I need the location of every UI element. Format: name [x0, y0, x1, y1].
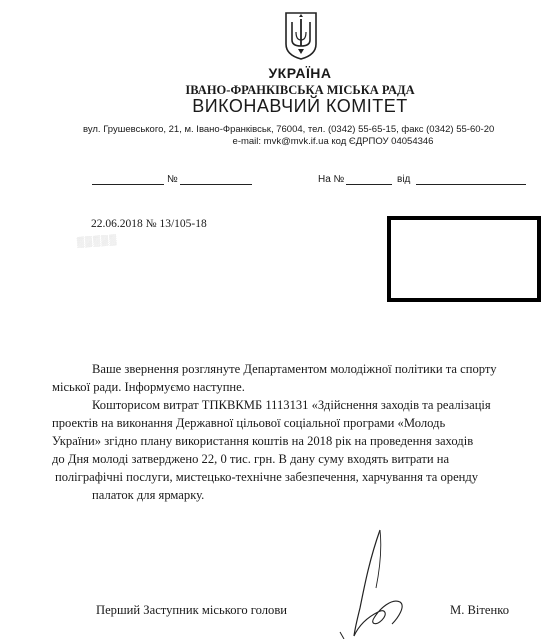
reply-date-line — [416, 184, 526, 185]
handwritten-signature — [330, 528, 450, 639]
signer-title: Перший Заступник міського голови — [96, 603, 288, 617]
from-label: від — [397, 174, 411, 185]
letterhead-council: ІВАНО-ФРАНКІВСЬКА МІСЬКА РАДА — [185, 83, 415, 97]
body-line: палаток для ярмарку. — [92, 488, 205, 502]
registration-number: 22.06.2018 № 13/105-18 — [91, 218, 207, 230]
letterhead-committee: ВИКОНАВЧИЙ КОМІТЕТ — [192, 96, 408, 116]
body-line: Ваше звернення розглянуте Департаментом молодіжної політики та спорту — [92, 362, 497, 376]
body-line: проектів на виконання Державної цільової соціальної програми «Молодь — [52, 416, 446, 430]
reply-number-line — [346, 184, 392, 185]
body-line: Кошторисом витрат ТПКВКМБ 1113131 «Здійснення заходів та реалізація — [92, 398, 491, 412]
number-label: № — [167, 174, 178, 185]
redacted-recipient-box — [387, 216, 541, 302]
coat-of-arms-icon — [283, 10, 319, 60]
body-line: міської ради. Інформуємо наступне. — [52, 380, 245, 394]
letterhead-address: вул. Грушевського, 21, м. Івано-Франківськ, 76004, тел. (0342) 55-65-15, факс (0342) 55-60-20 — [83, 124, 495, 135]
faint-stamp: ▒▒▒▒▒ — [76, 234, 118, 249]
body-line: поліграфічні послуги, мистецько-технічне забезпечення, харчування та оренду — [55, 470, 479, 484]
body-line: до Дня молоді затверджено 22, 0 тис. грн. В дану суму входять витрати на — [52, 452, 450, 466]
outgoing-date-line — [92, 184, 164, 185]
outgoing-number-line — [180, 184, 252, 185]
letterhead-country: УКРАЇНА — [268, 65, 332, 81]
signer-name: М. Вітенко — [450, 603, 510, 617]
letterhead-email: e-mail: mvk@mvk.if.ua код ЄДРПОУ 04054346 — [232, 136, 434, 147]
body-line: України» згідно плану використання коштів на 2018 рік на проведення заходів — [52, 434, 474, 448]
reply-to-label: На № — [318, 174, 345, 185]
